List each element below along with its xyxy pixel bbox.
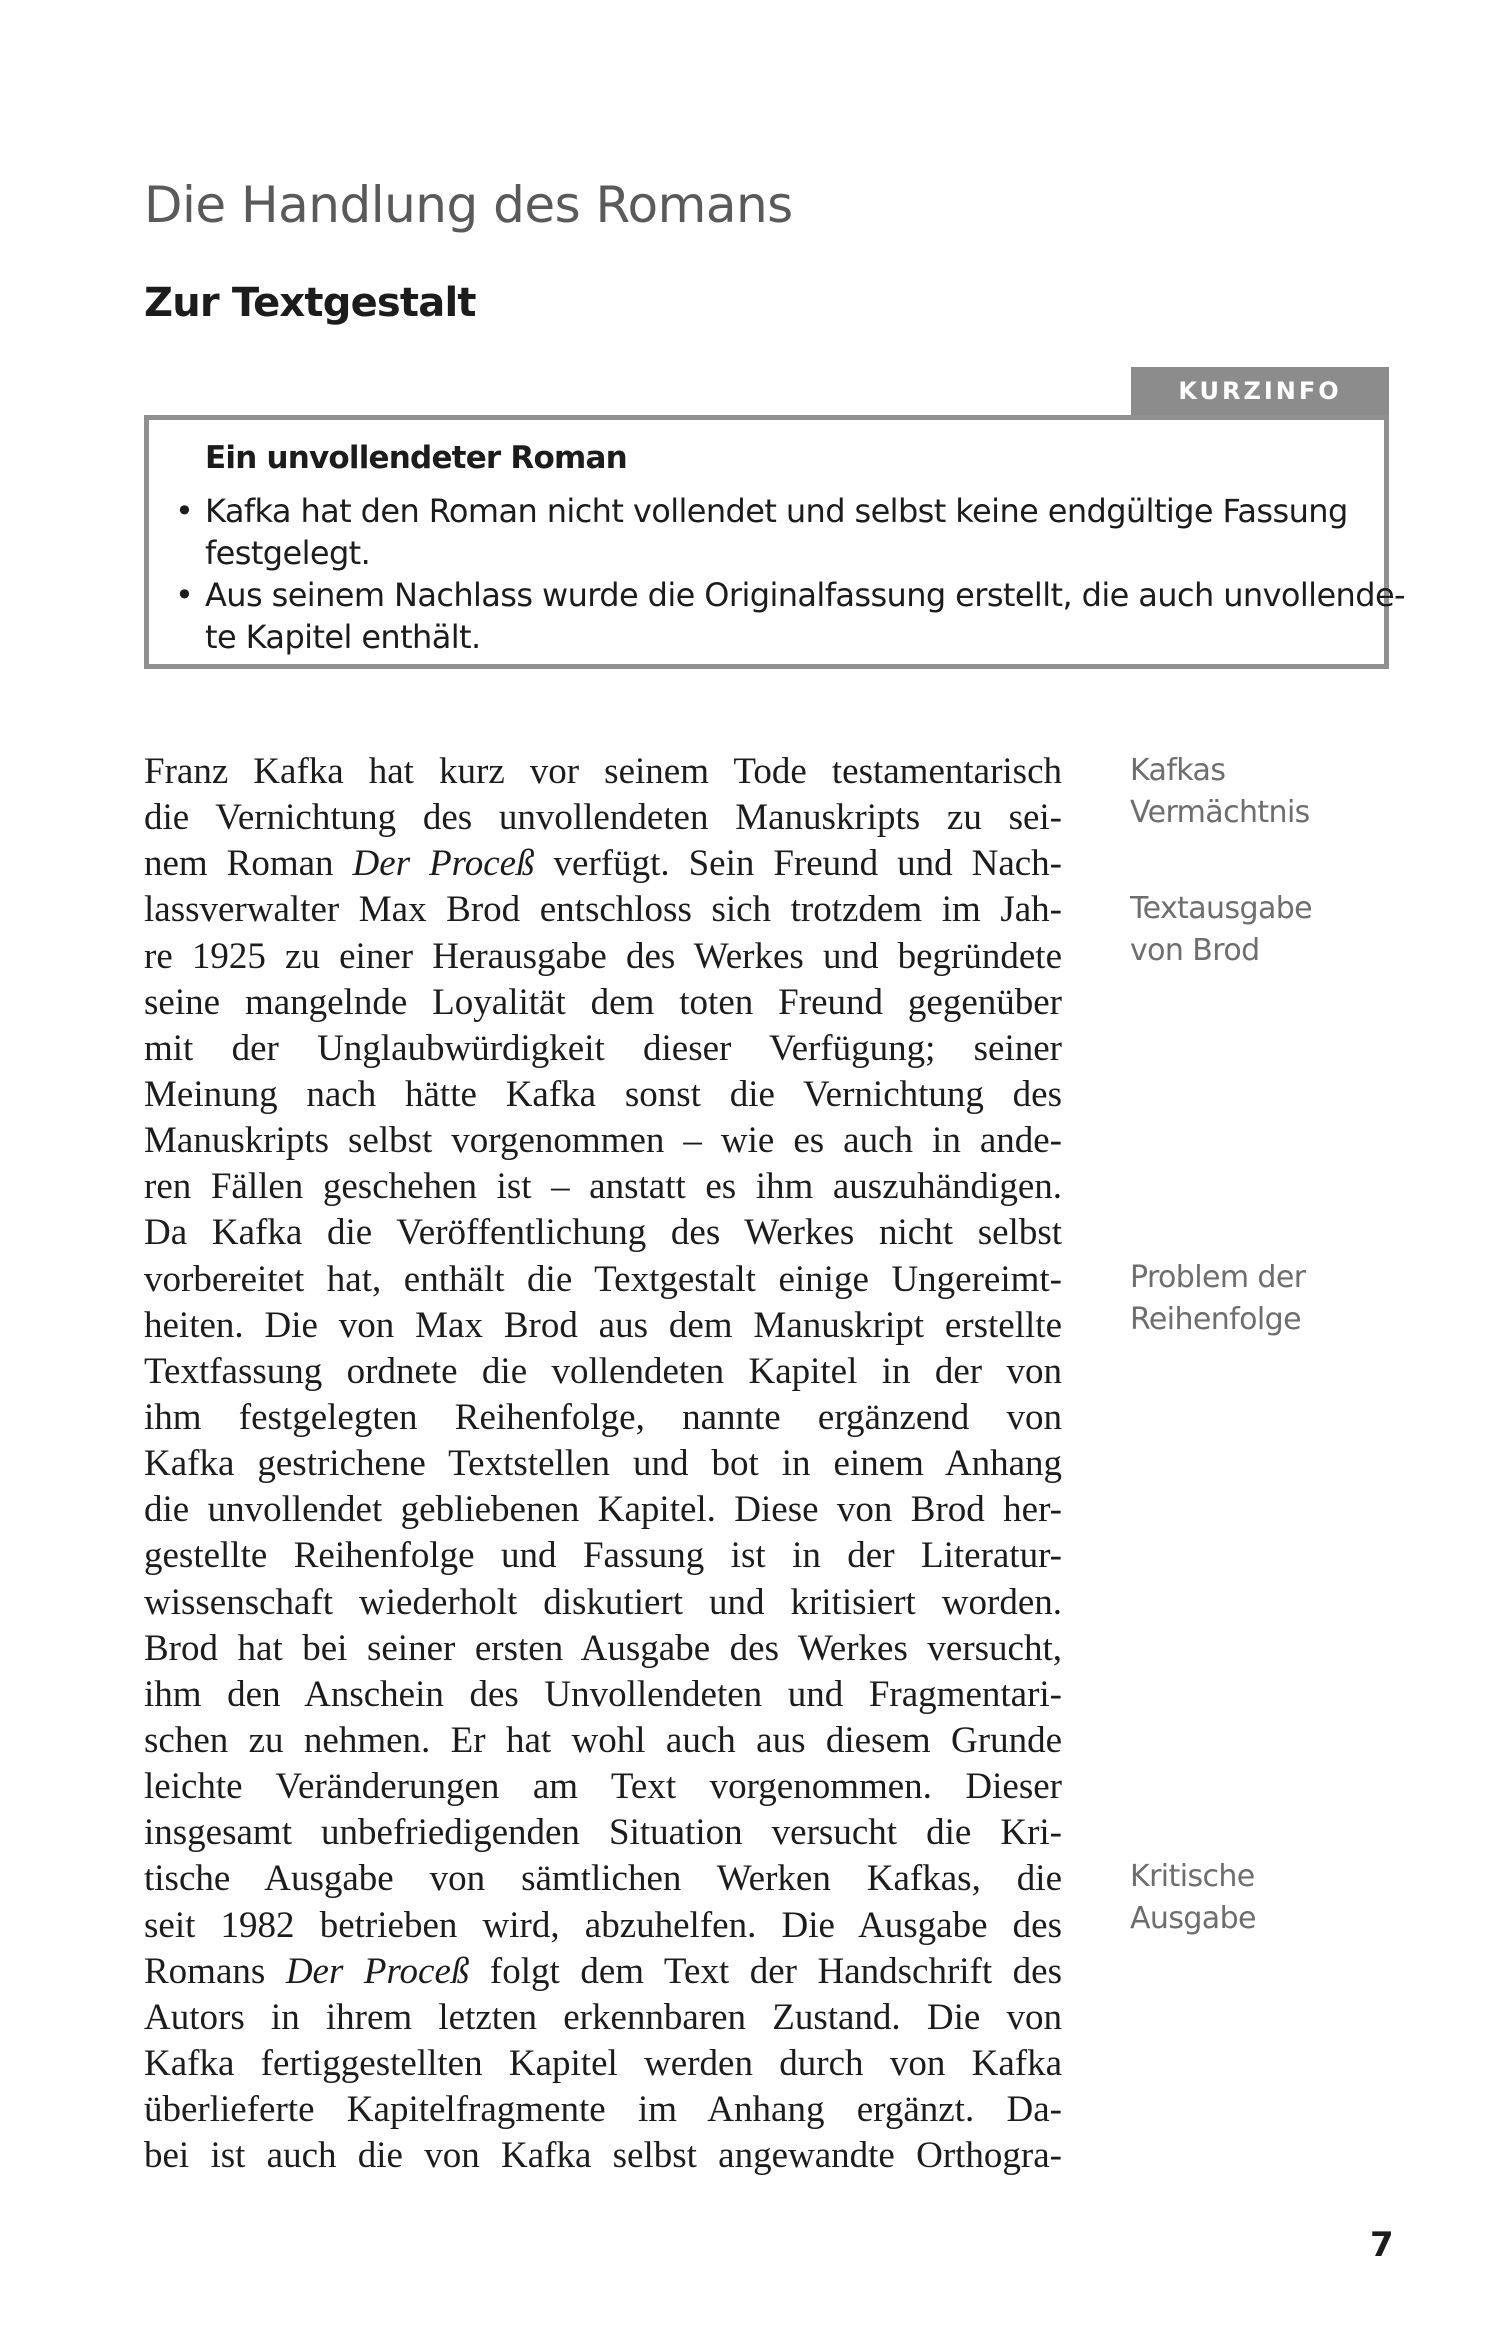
body-line: Autors in ihrem letzten erkennbaren Zustand. Die von xyxy=(144,1996,1062,2038)
margin-note-problem-der-reihenfolge xyxy=(1130,1257,1390,1341)
bullet-icon: • xyxy=(175,492,194,530)
margin-note-line: Kafkas xyxy=(1130,753,1226,788)
margin-note-kafkas-vermaechtnis xyxy=(1130,750,1390,834)
body-line: nem Roman Der Proceß verfügt. Sein Freund und Nach- xyxy=(144,843,1063,885)
body-line: Romans Der Proceß folgt dem Text der Handschrift des xyxy=(144,1950,1063,1992)
section-title: Zur Textgestalt xyxy=(144,280,476,326)
body-line: bei ist auch die von Kafka selbst angewandte Orthogra- xyxy=(144,2135,1062,2177)
infobox-item xyxy=(175,490,1355,574)
chapter-title: Die Handlung des Romans xyxy=(144,176,793,234)
body-line: re 1925 zu einer Herausgabe des Werkes und begründete xyxy=(144,935,1062,977)
body-line: überlieferte Kapitelfragmente im Anhang ergänzt. Da- xyxy=(144,2089,1062,2131)
body-line: ihm festgelegten Reihenfolge, nannte ergänzend von xyxy=(144,1396,1062,1438)
body-line: Brod hat bei seiner ersten Ausgabe des Werkes versucht, xyxy=(144,1627,1062,1669)
body-line: lassverwalter Max Brod entschloss sich trotzdem im Jah- xyxy=(144,889,1062,931)
infobox-item-line: te Kapitel enthält. xyxy=(205,618,481,656)
infobox-item-line: festgelegt. xyxy=(205,534,371,572)
body-text xyxy=(144,749,1062,2179)
page-number: 7 xyxy=(1370,2225,1394,2265)
book-title: Der Proceß xyxy=(285,1950,470,1992)
margin-note-kritische-ausgabe xyxy=(1130,1856,1390,1940)
margin-note-line: von Brod xyxy=(1130,933,1260,968)
margin-note-line: Problem der xyxy=(1130,1260,1306,1295)
body-line: Da Kafka die Veröffentlichung des Werkes nicht selbst xyxy=(144,1212,1062,1254)
body-line: Textfassung ordnete die vollendeten Kapitel in der von xyxy=(144,1350,1062,1392)
body-line: insgesamt unbefriedigenden Situation versucht die Kri- xyxy=(144,1812,1062,1854)
body-line: ren Fällen geschehen ist – anstatt es ihm auszuhändigen. xyxy=(144,1166,1062,1208)
body-line: die Vernichtung des unvollendeten Manuskripts zu sei- xyxy=(144,797,1062,839)
body-line: schen zu nehmen. Er hat wohl auch aus diesem Grunde xyxy=(144,1719,1062,1761)
body-line: Franz Kafka hat kurz vor seinem Tode testamentarisch xyxy=(144,751,1062,792)
infobox-item xyxy=(175,574,1405,658)
margin-note-line: Ausgabe xyxy=(1130,1901,1256,1936)
kurzinfo-box xyxy=(144,415,1405,669)
body-line: Manuskripts selbst vorgenommen – wie es auch in ande- xyxy=(144,1120,1062,1162)
infobox-tab-label: KURZINFO xyxy=(1131,367,1389,415)
body-line: gestellte Reihenfolge und Fassung ist in der Literatur- xyxy=(144,1535,1062,1577)
body-line: ihm den Anschein des Unvollendeten und Fragmentari- xyxy=(144,1673,1062,1715)
body-line: tische Ausgabe von sämtlichen Werken Kafkas, die xyxy=(144,1858,1062,1900)
body-line: seine mangelnde Loyalität dem toten Freund gegenüber xyxy=(144,981,1062,1023)
body-line: wissenschaft wiederholt diskutiert und kritisiert worden. xyxy=(144,1581,1062,1623)
infobox-item-line: Kafka hat den Roman nicht vollendet und selbst keine endgültige Fassung xyxy=(205,492,1348,530)
infobox-heading: Ein unvollendeter Roman xyxy=(205,440,627,476)
infobox-list xyxy=(175,490,1405,658)
book-title: Der Proceß xyxy=(352,843,535,885)
margin-note-line: Reihenfolge xyxy=(1130,1302,1301,1337)
body-line: die unvollendet gebliebenen Kapitel. Diese von Brod her- xyxy=(144,1489,1062,1531)
margin-note-line: Textausgabe xyxy=(1130,891,1313,926)
margin-note-textausgabe-von-brod xyxy=(1130,888,1390,972)
body-line: seit 1982 betrieben wird, abzuhelfen. Die Ausgabe des xyxy=(144,1904,1062,1946)
body-line: leichte Veränderungen am Text vorgenommen. Dieser xyxy=(144,1766,1062,1808)
body-line: mit der Unglaubwürdigkeit dieser Verfügung; seiner xyxy=(144,1027,1062,1069)
margin-note-line: Vermächtnis xyxy=(1130,795,1310,830)
body-line: vorbereitet hat, enthält die Textgestalt einige Ungereimt- xyxy=(144,1258,1062,1300)
infobox-item-line: Aus seinem Nachlass wurde die Originalfassung erstellt, die auch unvollende- xyxy=(205,576,1405,614)
bullet-icon: • xyxy=(175,576,194,614)
margin-note-line: Kritische xyxy=(1130,1859,1255,1894)
body-line: Kafka fertiggestellten Kapitel werden durch von Kafka xyxy=(144,2042,1062,2084)
body-line: Kafka gestrichene Textstellen und bot in einem Anhang xyxy=(144,1443,1062,1485)
body-line: heiten. Die von Max Brod aus dem Manuskript erstellte xyxy=(144,1304,1062,1346)
body-line: Meinung nach hätte Kafka sonst die Vernichtung des xyxy=(144,1073,1062,1115)
